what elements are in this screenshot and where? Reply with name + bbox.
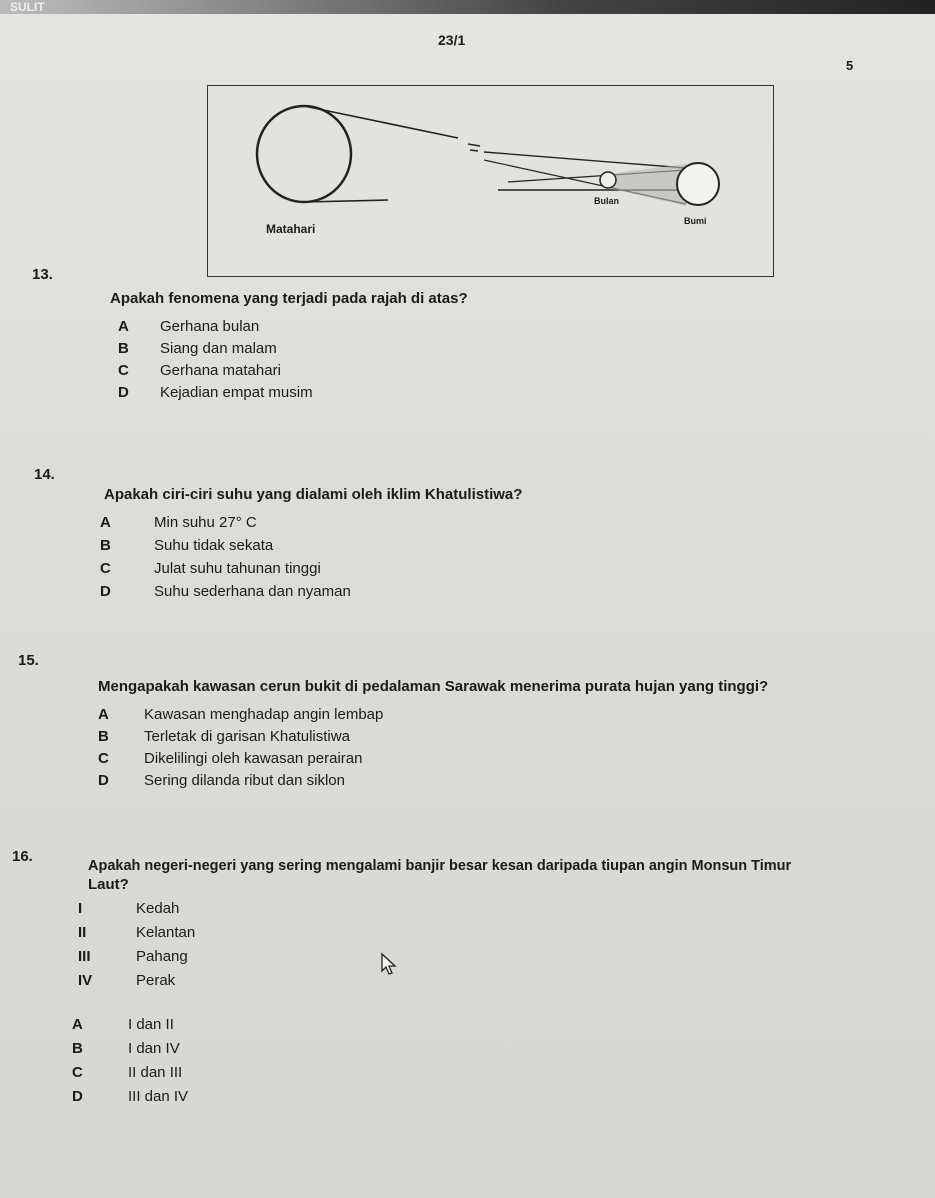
question-16-options: [72, 1016, 188, 1112]
question-13-number: 13.: [32, 266, 53, 283]
question-14-options: [100, 514, 351, 606]
corner-label: SULIT: [10, 0, 45, 14]
option-text: Min suhu 27° C: [154, 514, 257, 531]
option-text: Suhu tidak sekata: [154, 537, 274, 554]
statement-i: [78, 900, 195, 924]
question-16-text-line2: Laut?: [88, 876, 129, 893]
moon-circle: [600, 172, 616, 188]
option-text: Gerhana matahari: [160, 362, 281, 379]
option-13-a[interactable]: [118, 318, 313, 340]
eclipse-diagram: [207, 85, 774, 277]
sun-label: Matahari: [266, 222, 316, 236]
option-14-c[interactable]: [100, 560, 351, 583]
earth-circle: [677, 163, 719, 205]
option-15-b[interactable]: [98, 728, 383, 750]
option-letter: C: [98, 750, 109, 767]
question-16-statements: [78, 900, 195, 996]
question-15-number: 15.: [18, 652, 39, 669]
statement-text: Pahang: [136, 948, 188, 965]
statement-numeral: I: [78, 900, 83, 917]
moon-label: Bulan: [594, 196, 620, 206]
option-letter: A: [118, 318, 129, 335]
eclipse-diagram-drawing: [208, 86, 773, 276]
statement-numeral: III: [78, 948, 91, 965]
option-text: III dan IV: [128, 1088, 189, 1105]
question-14-text: Apakah ciri-ciri suhu yang dialami oleh iklim Khatulistiwa?: [104, 486, 523, 503]
option-letter: B: [100, 537, 111, 554]
option-14-d[interactable]: [100, 583, 351, 606]
option-text: Gerhana bulan: [160, 318, 260, 335]
mouse-pointer-icon: [380, 952, 398, 981]
option-letter: C: [72, 1064, 83, 1081]
question-15-text: Mengapakah kawasan cerun bukit di pedalaman Sarawak menerima purata hujan yang tinggi?: [98, 678, 769, 695]
page-number: 5: [846, 58, 854, 73]
option-13-b[interactable]: [118, 340, 313, 362]
option-letter: B: [72, 1040, 83, 1057]
option-text: Dikelilingi oleh kawasan perairan: [144, 750, 363, 767]
option-16-c[interactable]: [72, 1064, 188, 1088]
option-13-d[interactable]: [118, 384, 313, 406]
option-text: II dan III: [128, 1064, 183, 1081]
option-letter: A: [98, 706, 109, 723]
option-14-a[interactable]: [100, 514, 351, 537]
question-13-text: Apakah fenomena yang terjadi pada rajah di atas?: [110, 290, 468, 307]
option-15-a[interactable]: [98, 706, 383, 728]
option-letter: B: [118, 340, 129, 357]
statement-numeral: IV: [78, 972, 93, 989]
option-16-d[interactable]: [72, 1088, 188, 1112]
paper-code: 23/1: [438, 32, 466, 48]
statement-text: Perak: [136, 972, 176, 989]
question-13-options: [118, 318, 313, 406]
option-text: Terletak di garisan Khatulistiwa: [144, 728, 350, 745]
option-text: Julat suhu tahunan tinggi: [154, 560, 321, 577]
option-text: I dan II: [128, 1016, 174, 1033]
option-letter: A: [100, 514, 111, 531]
option-text: Kejadian empat musim: [160, 384, 313, 401]
option-16-a[interactable]: [72, 1016, 188, 1040]
option-text: Sering dilanda ribut dan siklon: [144, 772, 345, 789]
option-letter: D: [72, 1088, 83, 1105]
option-letter: D: [118, 384, 129, 401]
sun-circle: [257, 106, 351, 202]
option-text: Kawasan menghadap angin lembap: [144, 706, 384, 723]
statement-iv: [78, 972, 195, 996]
question-16-number: 16.: [12, 848, 33, 865]
statement-iii: [78, 948, 195, 972]
statement-numeral: II: [78, 924, 87, 941]
statement-ii: [78, 924, 195, 948]
statement-text: Kedah: [136, 900, 180, 917]
option-text: Siang dan malam: [160, 340, 277, 357]
statement-text: Kelantan: [136, 924, 196, 941]
question-14-number: 14.: [34, 466, 55, 483]
question-15-options: [98, 706, 383, 794]
earth-label: Bumi: [684, 216, 707, 226]
option-letter: D: [98, 772, 109, 789]
option-text: I dan IV: [128, 1040, 180, 1057]
option-letter: A: [72, 1016, 83, 1033]
option-letter: B: [98, 728, 109, 745]
option-letter: D: [100, 583, 111, 600]
option-letter: C: [118, 362, 129, 379]
option-14-b[interactable]: [100, 537, 351, 560]
option-letter: C: [100, 560, 111, 577]
option-text: Suhu sederhana dan nyaman: [154, 583, 351, 600]
option-13-c[interactable]: [118, 362, 313, 384]
question-16-text-line1: Apakah negeri-negeri yang sering mengalami banjir besar kesan daripada tiupan angin Monsun Timur: [88, 858, 792, 874]
option-15-d[interactable]: [98, 772, 383, 794]
shadow-cone: [608, 164, 686, 206]
top-edge: [0, 0, 935, 14]
option-16-b[interactable]: [72, 1040, 188, 1064]
ray-top: [304, 106, 458, 138]
option-15-c[interactable]: [98, 750, 383, 772]
